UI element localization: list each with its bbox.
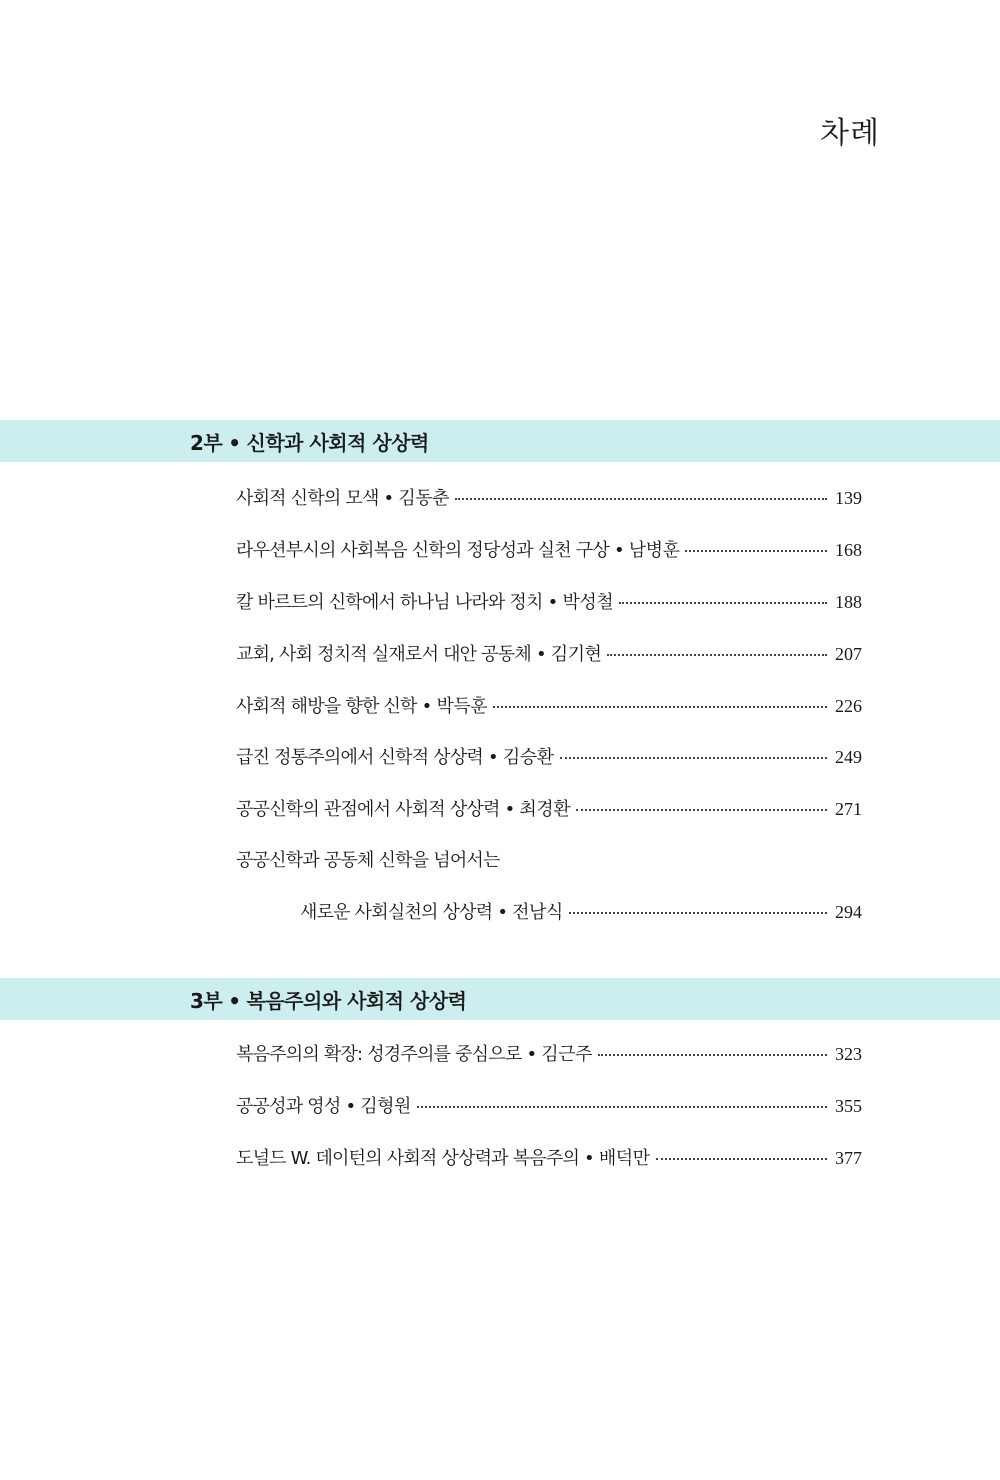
entry-title: 사회적 신학의 모색	[236, 488, 379, 509]
dot-leader	[656, 1158, 827, 1160]
part-label: 3부	[190, 988, 223, 1013]
dot-leader	[493, 706, 827, 708]
bullet: •	[613, 540, 624, 561]
part-2-heading	[0, 427, 429, 456]
entry-title: 교회, 사회 정치적 실재로서 대안 공동체	[236, 644, 531, 665]
entry-page-number: 355	[835, 1096, 862, 1116]
bullet: •	[584, 1148, 594, 1169]
entry-title-line-1: 공공신학과 공동체 신학을 넘어서는	[236, 850, 500, 871]
dot-leader	[576, 809, 827, 811]
dot-leader	[560, 757, 828, 759]
entry-author: 배덕만	[598, 1148, 650, 1169]
part-title: 복음주의와 사회적 상상력	[246, 988, 467, 1013]
entry-title: 도널드 W. 데이턴의 사회적 상상력과 복음주의	[236, 1148, 580, 1169]
dot-leader	[569, 912, 827, 914]
entry-title: 급진 정통주의에서 신학적 상상력	[236, 747, 483, 768]
toc-entry[interactable]	[236, 692, 862, 722]
bullet: •	[383, 488, 394, 509]
entry-author: 김근주	[541, 1044, 592, 1065]
bullet: •	[504, 799, 515, 820]
entry-page-number: 226	[835, 696, 862, 716]
entry-title: 복음주의의 확장: 성경주의를 중심으로	[236, 1044, 522, 1065]
bullet: •	[547, 592, 558, 613]
dot-leader	[619, 602, 827, 604]
entry-page-number: 271	[835, 799, 862, 819]
toc-entry[interactable]	[300, 898, 862, 928]
toc-entry[interactable]	[236, 795, 862, 825]
bullet: •	[497, 902, 508, 923]
entry-page-number: 323	[835, 1044, 862, 1064]
entry-page-number: 377	[835, 1148, 862, 1168]
entry-title: 사회적 해방을 향한 신학	[236, 696, 417, 717]
entry-author: 박득훈	[436, 696, 488, 717]
entry-page-number: 207	[835, 644, 862, 664]
entry-page-number: 249	[835, 747, 862, 767]
toc-entry[interactable]	[236, 588, 862, 618]
entry-author: 남병훈	[628, 540, 680, 561]
entry-title: 새로운 사회실천의 상상력	[300, 902, 493, 923]
entry-author: 전남식	[512, 902, 563, 923]
dot-leader	[455, 498, 827, 500]
toc-entry-first-line[interactable]	[236, 846, 862, 876]
bullet: •	[228, 430, 241, 455]
entry-author: 김형원	[360, 1096, 411, 1117]
toc-entry[interactable]	[236, 640, 862, 670]
entry-title: 라우션부시의 사회복음 신학의 정당성과 실천 구상	[236, 540, 609, 561]
dot-leader	[417, 1106, 827, 1108]
entry-title: 공공신학의 관점에서 사회적 상상력	[236, 799, 500, 820]
entry-page-number: 168	[835, 540, 862, 560]
entry-author: 김승환	[502, 747, 554, 768]
toc-entry[interactable]	[236, 743, 862, 773]
page-title: 차례	[820, 116, 880, 151]
entry-page-number: 188	[835, 592, 862, 612]
toc-entry[interactable]	[236, 1040, 862, 1070]
part-2-header	[0, 420, 1000, 462]
dot-leader	[607, 654, 827, 656]
toc-entry[interactable]	[236, 1092, 862, 1122]
entry-page-number: 139	[835, 488, 862, 508]
bullet: •	[535, 644, 546, 665]
entry-author: 박성철	[562, 592, 614, 613]
dot-leader	[598, 1054, 827, 1056]
toc-entry[interactable]	[236, 484, 862, 514]
entry-author: 김동춘	[398, 488, 450, 509]
bullet: •	[526, 1044, 537, 1065]
bullet: •	[488, 747, 498, 768]
part-3-header	[0, 978, 1000, 1020]
dot-leader	[685, 550, 827, 552]
entry-page-number: 294	[835, 902, 862, 922]
entry-author: 김기현	[550, 644, 602, 665]
toc-entry[interactable]	[236, 1144, 862, 1174]
toc-entry[interactable]	[236, 536, 862, 566]
part-label: 2부	[190, 430, 223, 455]
bullet: •	[228, 988, 241, 1013]
entry-title: 칼 바르트의 신학에서 하나님 나라와 정치	[236, 592, 543, 613]
part-3-heading	[0, 985, 467, 1014]
entry-author: 최경환	[519, 799, 571, 820]
part-title: 신학과 사회적 상상력	[246, 430, 429, 455]
bullet: •	[421, 696, 432, 717]
bullet: •	[345, 1096, 356, 1117]
entry-title: 공공성과 영성	[236, 1096, 341, 1117]
